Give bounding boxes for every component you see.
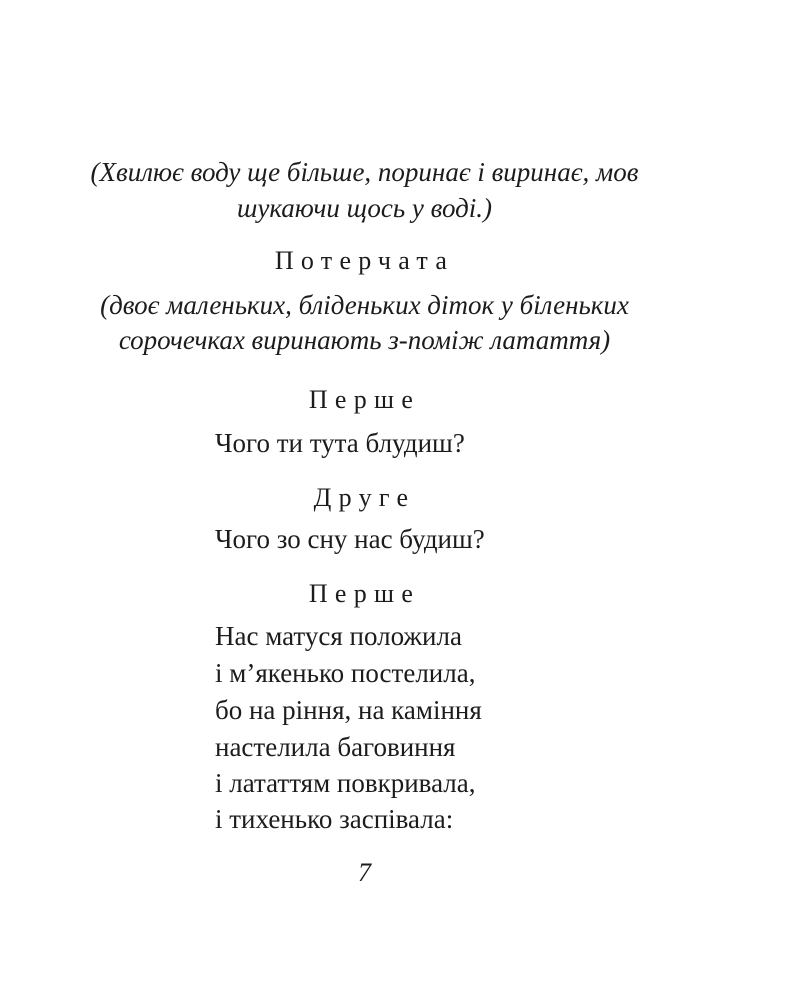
verse-line: Нас матуся положила bbox=[215, 621, 462, 651]
speaker-name: Друге bbox=[313, 483, 416, 512]
stage-direction-line: сорочечках виринають з-поміж латаття) bbox=[118, 325, 611, 355]
verse-line: і тихенько заспівала: bbox=[215, 804, 454, 834]
verse-line: настелила баговиння bbox=[215, 732, 456, 762]
character-heading: Потерчата bbox=[274, 246, 455, 275]
verse-line: і м’якенько постелила, bbox=[215, 658, 476, 688]
speaker-name: Перше bbox=[308, 579, 421, 608]
speaker-name: Перше bbox=[308, 385, 421, 414]
stage-direction-line: (двоє маленьких, бліденьких діток у біленьких bbox=[100, 290, 629, 320]
page-number: 7 bbox=[358, 858, 371, 887]
verse-line: Чого ти тута блудиш? bbox=[215, 428, 465, 458]
stage-direction-line: (Хвилює воду ще більше, поринає і виринає, мов bbox=[90, 157, 639, 187]
stage-direction-line: шукаючи щось у воді.) bbox=[236, 193, 492, 223]
verse-line: і лататтям повкривала, bbox=[215, 768, 476, 798]
verse-line: бо на ріння, на каміння bbox=[215, 695, 482, 725]
verse-line: Чого зо сну нас будиш? bbox=[215, 524, 485, 554]
